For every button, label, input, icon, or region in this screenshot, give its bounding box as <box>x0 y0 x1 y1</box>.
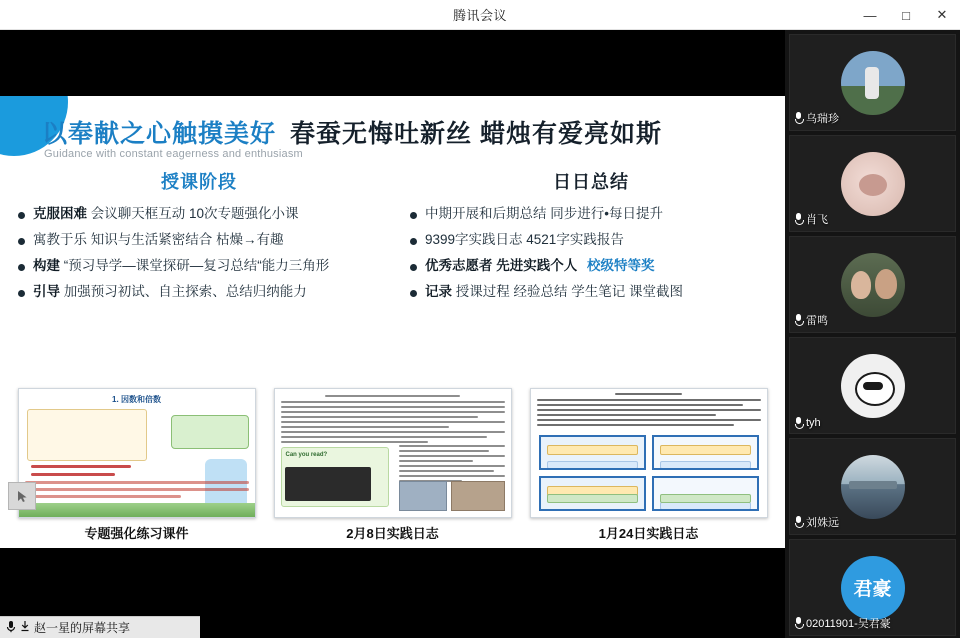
thumbnail-caption: 1月24日实践日志 <box>598 526 699 541</box>
participant-nameplate <box>794 615 891 631</box>
thumbnail-journal-jan24 <box>530 388 768 548</box>
participant-nameplate <box>794 110 839 126</box>
bullet-text: 会议聊天框互动 10次专题强化小课 <box>90 206 299 221</box>
mic-icon <box>794 516 803 528</box>
bullet-dot-icon <box>410 238 417 245</box>
participant-tile-6[interactable] <box>789 539 956 636</box>
participant-tile-4[interactable] <box>789 337 956 434</box>
thumbnail-journal-feb8 <box>274 388 512 548</box>
list-item <box>18 258 380 275</box>
avatar <box>841 152 905 216</box>
shared-screen-stage[interactable] <box>0 30 785 638</box>
thumbnail-shape <box>27 409 147 461</box>
column-left-title: 授课阶段 <box>161 172 237 192</box>
participant-name: 肖飞 <box>806 214 828 226</box>
bullet-text: 授课过程 经验总结 学生笔记 课堂截图 <box>455 283 684 299</box>
bullet-dot-icon <box>410 212 417 219</box>
thumbnail-shape <box>31 465 131 468</box>
maximize-button[interactable]: □ <box>902 7 910 23</box>
slide-headline <box>42 114 662 150</box>
bullet-dot-icon <box>18 290 25 297</box>
share-status-bar <box>0 616 200 638</box>
thumbnail-shape <box>31 473 115 476</box>
list-item <box>18 232 380 249</box>
participant-nameplate <box>794 417 821 429</box>
mic-icon <box>794 314 803 326</box>
mic-icon <box>794 213 803 225</box>
participant-nameplate <box>794 312 828 328</box>
slide-subheadline: Guidance with constant eagerness and enthusiasm <box>44 148 303 160</box>
thumbnail-shape <box>19 503 255 517</box>
bullet-dot-icon <box>410 290 417 297</box>
thumbnail-shape <box>537 393 761 429</box>
presentation-slide <box>0 96 785 548</box>
bullet-strong: 克服困难 <box>33 206 87 221</box>
avatar <box>841 253 905 317</box>
avatar <box>841 354 905 418</box>
column-right <box>392 168 784 348</box>
participant-tile-2[interactable] <box>789 135 956 232</box>
participant-nameplate <box>794 514 839 530</box>
participant-tile-3[interactable] <box>789 236 956 333</box>
bullet-highlight: 校级特等奖 <box>587 257 655 273</box>
avatar <box>841 455 905 519</box>
list-item <box>410 232 772 249</box>
thumbnail-inner-title: 1. 因数和倍数 <box>112 395 161 404</box>
thumbnail-image <box>530 388 768 518</box>
share-status-label: 赵一星的屏幕共享 <box>34 621 131 635</box>
window-controls <box>852 0 960 30</box>
bullet-text: “预习导学—课堂探研—复习总结“能力三角形 <box>63 257 330 273</box>
thumbnail-shape <box>399 481 447 511</box>
minimize-button[interactable]: — <box>863 7 877 23</box>
participant-rail[interactable] <box>785 30 960 638</box>
participant-tile-5[interactable] <box>789 438 956 535</box>
participant-name: tyh <box>806 417 821 429</box>
column-left-bullets <box>18 206 380 301</box>
thumbnail-caption: 专题强化练习课件 <box>84 526 189 541</box>
thumbnail-image <box>18 388 256 518</box>
thumbnail-shape <box>451 481 505 511</box>
slide-columns <box>0 168 785 348</box>
list-item <box>410 258 772 275</box>
thumbnail-shape <box>539 435 646 470</box>
close-button[interactable]: ✕ <box>936 7 948 22</box>
thumbnail-image <box>274 388 512 518</box>
participant-name: 刘姝远 <box>806 517 839 529</box>
thumbnail-shape <box>539 476 646 511</box>
avatar <box>841 51 905 115</box>
bullet-strong: 优秀志愿者 先进实践个人 <box>425 257 578 273</box>
bullet-text: 9399字实践日志 4521字实践报告 <box>425 231 624 247</box>
column-right-bullets <box>410 206 772 301</box>
slide-thumbnails <box>0 388 785 548</box>
participant-name: 02011901-吴君豪 <box>806 618 891 630</box>
thumbnail-shape <box>539 435 759 511</box>
list-item <box>410 284 772 301</box>
headline-blue: 以奉献之心触摸美好 <box>42 120 277 148</box>
thumbnail-shape <box>285 467 371 501</box>
mic-icon <box>794 617 803 629</box>
participant-tile-1[interactable] <box>789 34 956 131</box>
download-icon <box>20 620 30 635</box>
list-item <box>18 284 380 301</box>
bullet-dot-icon <box>18 238 25 245</box>
thumbnail-shape <box>399 445 505 485</box>
thumbnail-shape <box>652 435 759 470</box>
thumbnail-shape <box>281 395 505 446</box>
bullet-dot-icon <box>410 264 417 271</box>
thumbnail-courseware <box>18 388 256 548</box>
mic-icon <box>794 417 803 429</box>
thumbnail-shape <box>652 476 759 511</box>
participant-name: 乌瑞珍 <box>806 113 839 125</box>
mic-icon <box>794 112 803 124</box>
bullet-text: 加强预习初试、自主探索、总结归纳能力 <box>63 283 307 299</box>
bullet-strong: 引导 <box>33 283 60 299</box>
bullet-strong: 记录 <box>425 283 452 299</box>
mic-icon <box>6 620 16 636</box>
list-item <box>18 206 380 223</box>
window-title: 腾讯会议 <box>452 8 507 23</box>
thumbnail-caption: 2月8日实践日志 <box>346 526 439 541</box>
participant-nameplate <box>794 211 828 227</box>
bullet-text: 中期开展和后期总结 同步进行•每日提升 <box>425 206 663 221</box>
avatar: 君豪 <box>841 556 905 620</box>
headline-dark: 春蚕无悔吐新丝 蜡烛有爱亮如斯 <box>290 120 662 148</box>
bullet-text: 寓教于乐 知识与生活紧密结合 枯燥→有趣 <box>33 231 284 247</box>
thumbnail-shape <box>171 415 249 449</box>
title-bar <box>0 0 960 30</box>
participant-name: 雷鸣 <box>806 315 828 327</box>
column-left <box>0 168 392 348</box>
pointer-icon[interactable] <box>8 482 36 510</box>
column-right-title: 日日总结 <box>553 172 629 192</box>
bullet-strong: 构建 <box>33 257 60 273</box>
list-item <box>410 206 772 223</box>
bullet-dot-icon <box>18 264 25 271</box>
bullet-dot-icon <box>18 212 25 219</box>
thumbnail-inner-title: Can you read? <box>285 452 328 458</box>
